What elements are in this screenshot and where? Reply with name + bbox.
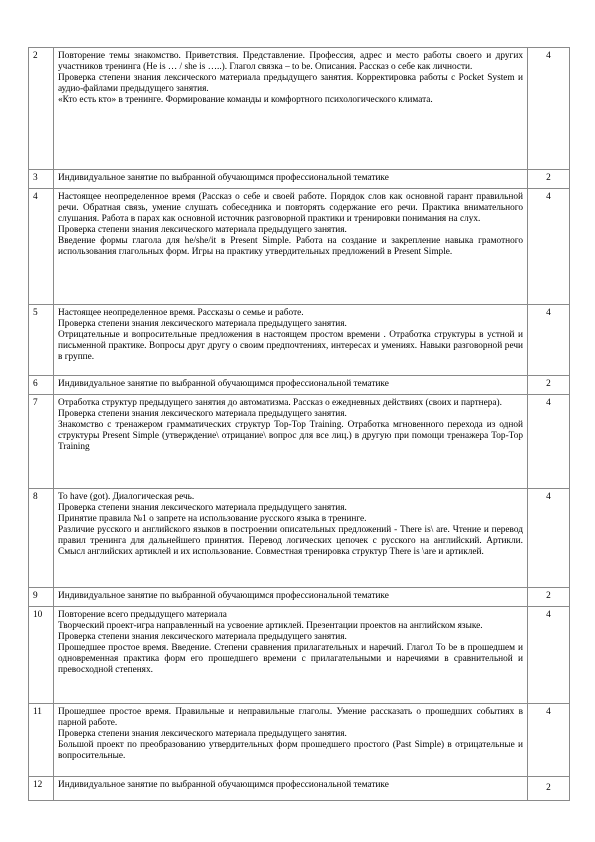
- lesson-description-line: Отработка структур предыдущего занятия до автоматизма. Рассказ о ежедневных действиях (своих и партнера).: [58, 398, 502, 408]
- table-row: [29, 305, 570, 376]
- curriculum-table: [28, 47, 570, 801]
- lesson-description: [54, 305, 528, 376]
- lesson-description-line: To have (got). Диалогическая речь.: [58, 492, 195, 502]
- curriculum-table-body: [29, 48, 570, 801]
- lesson-description: [54, 489, 528, 588]
- lesson-description-line: Различие русского и английского языков в построении описательных предложений - There is\ are. Чтение и перевод правил тренинга для дальнейшего принятия. Перевод логических цепочек с русского на английский. Артикли. Смысл английских артиклей и их использование. Совместная тренировка структур There is \are и артиклей.: [58, 524, 523, 557]
- lesson-number: 2: [29, 48, 54, 170]
- lesson-description-line: Проверка степени знания лексического материала предыдущего занятия.: [58, 728, 347, 739]
- lesson-number: 3: [29, 170, 54, 189]
- table-row: [29, 376, 570, 395]
- lesson-hours: 4: [528, 704, 570, 777]
- lesson-number: 9: [29, 588, 54, 607]
- lesson-number: 10: [29, 607, 54, 704]
- table-row: [29, 170, 570, 189]
- lesson-description: [54, 395, 528, 489]
- lesson-description-line: Повторение всего предыдущего материала: [58, 610, 227, 620]
- lesson-description-line: Настоящее неопределенное время. Рассказы о семье и работе.: [58, 308, 304, 318]
- lesson-description-line: Повторение темы знакомство. Приветствия. Представление. Профессия, адрес и место работы своего и других участников тренинга (He is … / she is …..). Глагол связка – to be. Описания. Рассказ о себе как личности.: [58, 51, 523, 72]
- lesson-number: 4: [29, 189, 54, 305]
- lesson-hours: 4: [528, 607, 570, 704]
- lesson-description-line: Индивидуальное занятие по выбранной обучающимся профессиональной тематике: [58, 780, 389, 790]
- lesson-description-line: Принятие правила №1 о запрете на использование русского языка в тренинге.: [58, 513, 367, 524]
- lesson-description: [54, 376, 528, 395]
- table-row: [29, 588, 570, 607]
- lesson-description-line: Проверка степени знания лексического материала предыдущего занятия.: [58, 631, 347, 642]
- table-row: [29, 489, 570, 588]
- lesson-hours: 4: [528, 395, 570, 489]
- lesson-description: [54, 48, 528, 170]
- lesson-hours: 2: [528, 588, 570, 607]
- lesson-hours: 4: [528, 305, 570, 376]
- lesson-description-line: Введение формы глагола для he/she/it в Present Simple. Работа на создание и закрепление навыка грамотного использования глагольных форм. Игры на практику утвердительных предложений в Present Simple.: [58, 235, 523, 257]
- table-row: [29, 189, 570, 305]
- lesson-description-line: Проверка степени знания лексического материала предыдущего занятия.: [58, 408, 347, 419]
- lesson-description-line: Настоящее неопределенное время (Рассказ о себе и своей работе. Порядок слов как основной гарант правильной речи. Обратная связь, умение слушать собеседника и повторять содержание его речи. Практика внимательного слушания. Работа в парах как основной источник разговорной практики и тренировки понимания на слух.: [58, 192, 523, 224]
- lesson-description-line: Индивидуальное занятие по выбранной обучающимся профессиональной тематике: [58, 173, 389, 183]
- lesson-description-line: Отрицательные и вопросительные предложения в настоящем простом времени . Отработка структуры в устной и письменной практике. Вопросы друг другу о своим предпочтениях, интересах и умениях. Навыки разговорной речи в группе.: [58, 329, 523, 362]
- lesson-description: [54, 588, 528, 607]
- lesson-hours: 2: [528, 376, 570, 395]
- lesson-description-line: Творческий проект-игра направленный на усвоение артиклей. Презентации проектов на английском языке.: [58, 620, 483, 631]
- lesson-description-line: «Кто есть кто» в тренинге. Формирование команды и комфортного психологического климата.: [58, 94, 433, 105]
- lesson-number: 7: [29, 395, 54, 489]
- lesson-number: 5: [29, 305, 54, 376]
- lesson-description: [54, 704, 528, 777]
- table-row: [29, 395, 570, 489]
- lesson-description-line: Проверка степени знания лексического материала предыдущего занятия.: [58, 502, 347, 513]
- table-row: [29, 777, 570, 801]
- lesson-description-line: Знакомство с тренажером грамматических структур Top-Top Training. Отработка мгновенного перехода из одной структуры Present Simple (утверждение\ отрицание\ вопрос для все лиц.) в другую при помощи тренажера Top-Top Training: [58, 419, 523, 452]
- table-row: [29, 48, 570, 170]
- lesson-description: [54, 777, 528, 801]
- table-row: [29, 607, 570, 704]
- lesson-hours: 4: [528, 489, 570, 588]
- lesson-description-line: Большой проект по преобразованию утвердительных форм прошедшего простого (Past Simple) в отрицательные и вопросительные.: [58, 739, 523, 761]
- lesson-description-line: Проверка степени знания лексического материала предыдущего занятия.: [58, 318, 347, 329]
- lesson-number: 11: [29, 704, 54, 777]
- lesson-number: 8: [29, 489, 54, 588]
- lesson-description-line: Прошедшее простое время. Правильные и неправильные глаголы. Умение рассказать о прошедших событиях в парной работе.: [58, 707, 523, 728]
- lesson-hours: 4: [528, 189, 570, 305]
- lesson-description-line: Индивидуальное занятие по выбранной обучающимся профессиональной тематике: [58, 591, 389, 601]
- table-row: [29, 704, 570, 777]
- lesson-description-line: Проверка степени знания лексического материала предыдущего занятия. Корректировка работы с Pocket System и аудио-файлами предыдущего занятия.: [58, 72, 523, 94]
- lesson-description: [54, 170, 528, 189]
- lesson-description-line: Проверка степени знания лексического материала предыдущего занятия.: [58, 224, 347, 235]
- lesson-description: [54, 189, 528, 305]
- lesson-description: [54, 607, 528, 704]
- lesson-description-line: Прошедшее простое время. Введение. Степени сравнения прилагательных и наречий. Глагол To be в прошедшем и одновременная практика форм его прошедшего времени с прилагательными и наречиями в сравнительной и превосходной степенях.: [58, 642, 523, 675]
- lesson-description-line: Индивидуальное занятие по выбранной обучающимся профессиональной тематике: [58, 379, 389, 389]
- lesson-number: 12: [29, 777, 54, 801]
- lesson-number: 6: [29, 376, 54, 395]
- lesson-hours: 2: [528, 777, 570, 801]
- lesson-hours: 4: [528, 48, 570, 170]
- lesson-hours: 2: [528, 170, 570, 189]
